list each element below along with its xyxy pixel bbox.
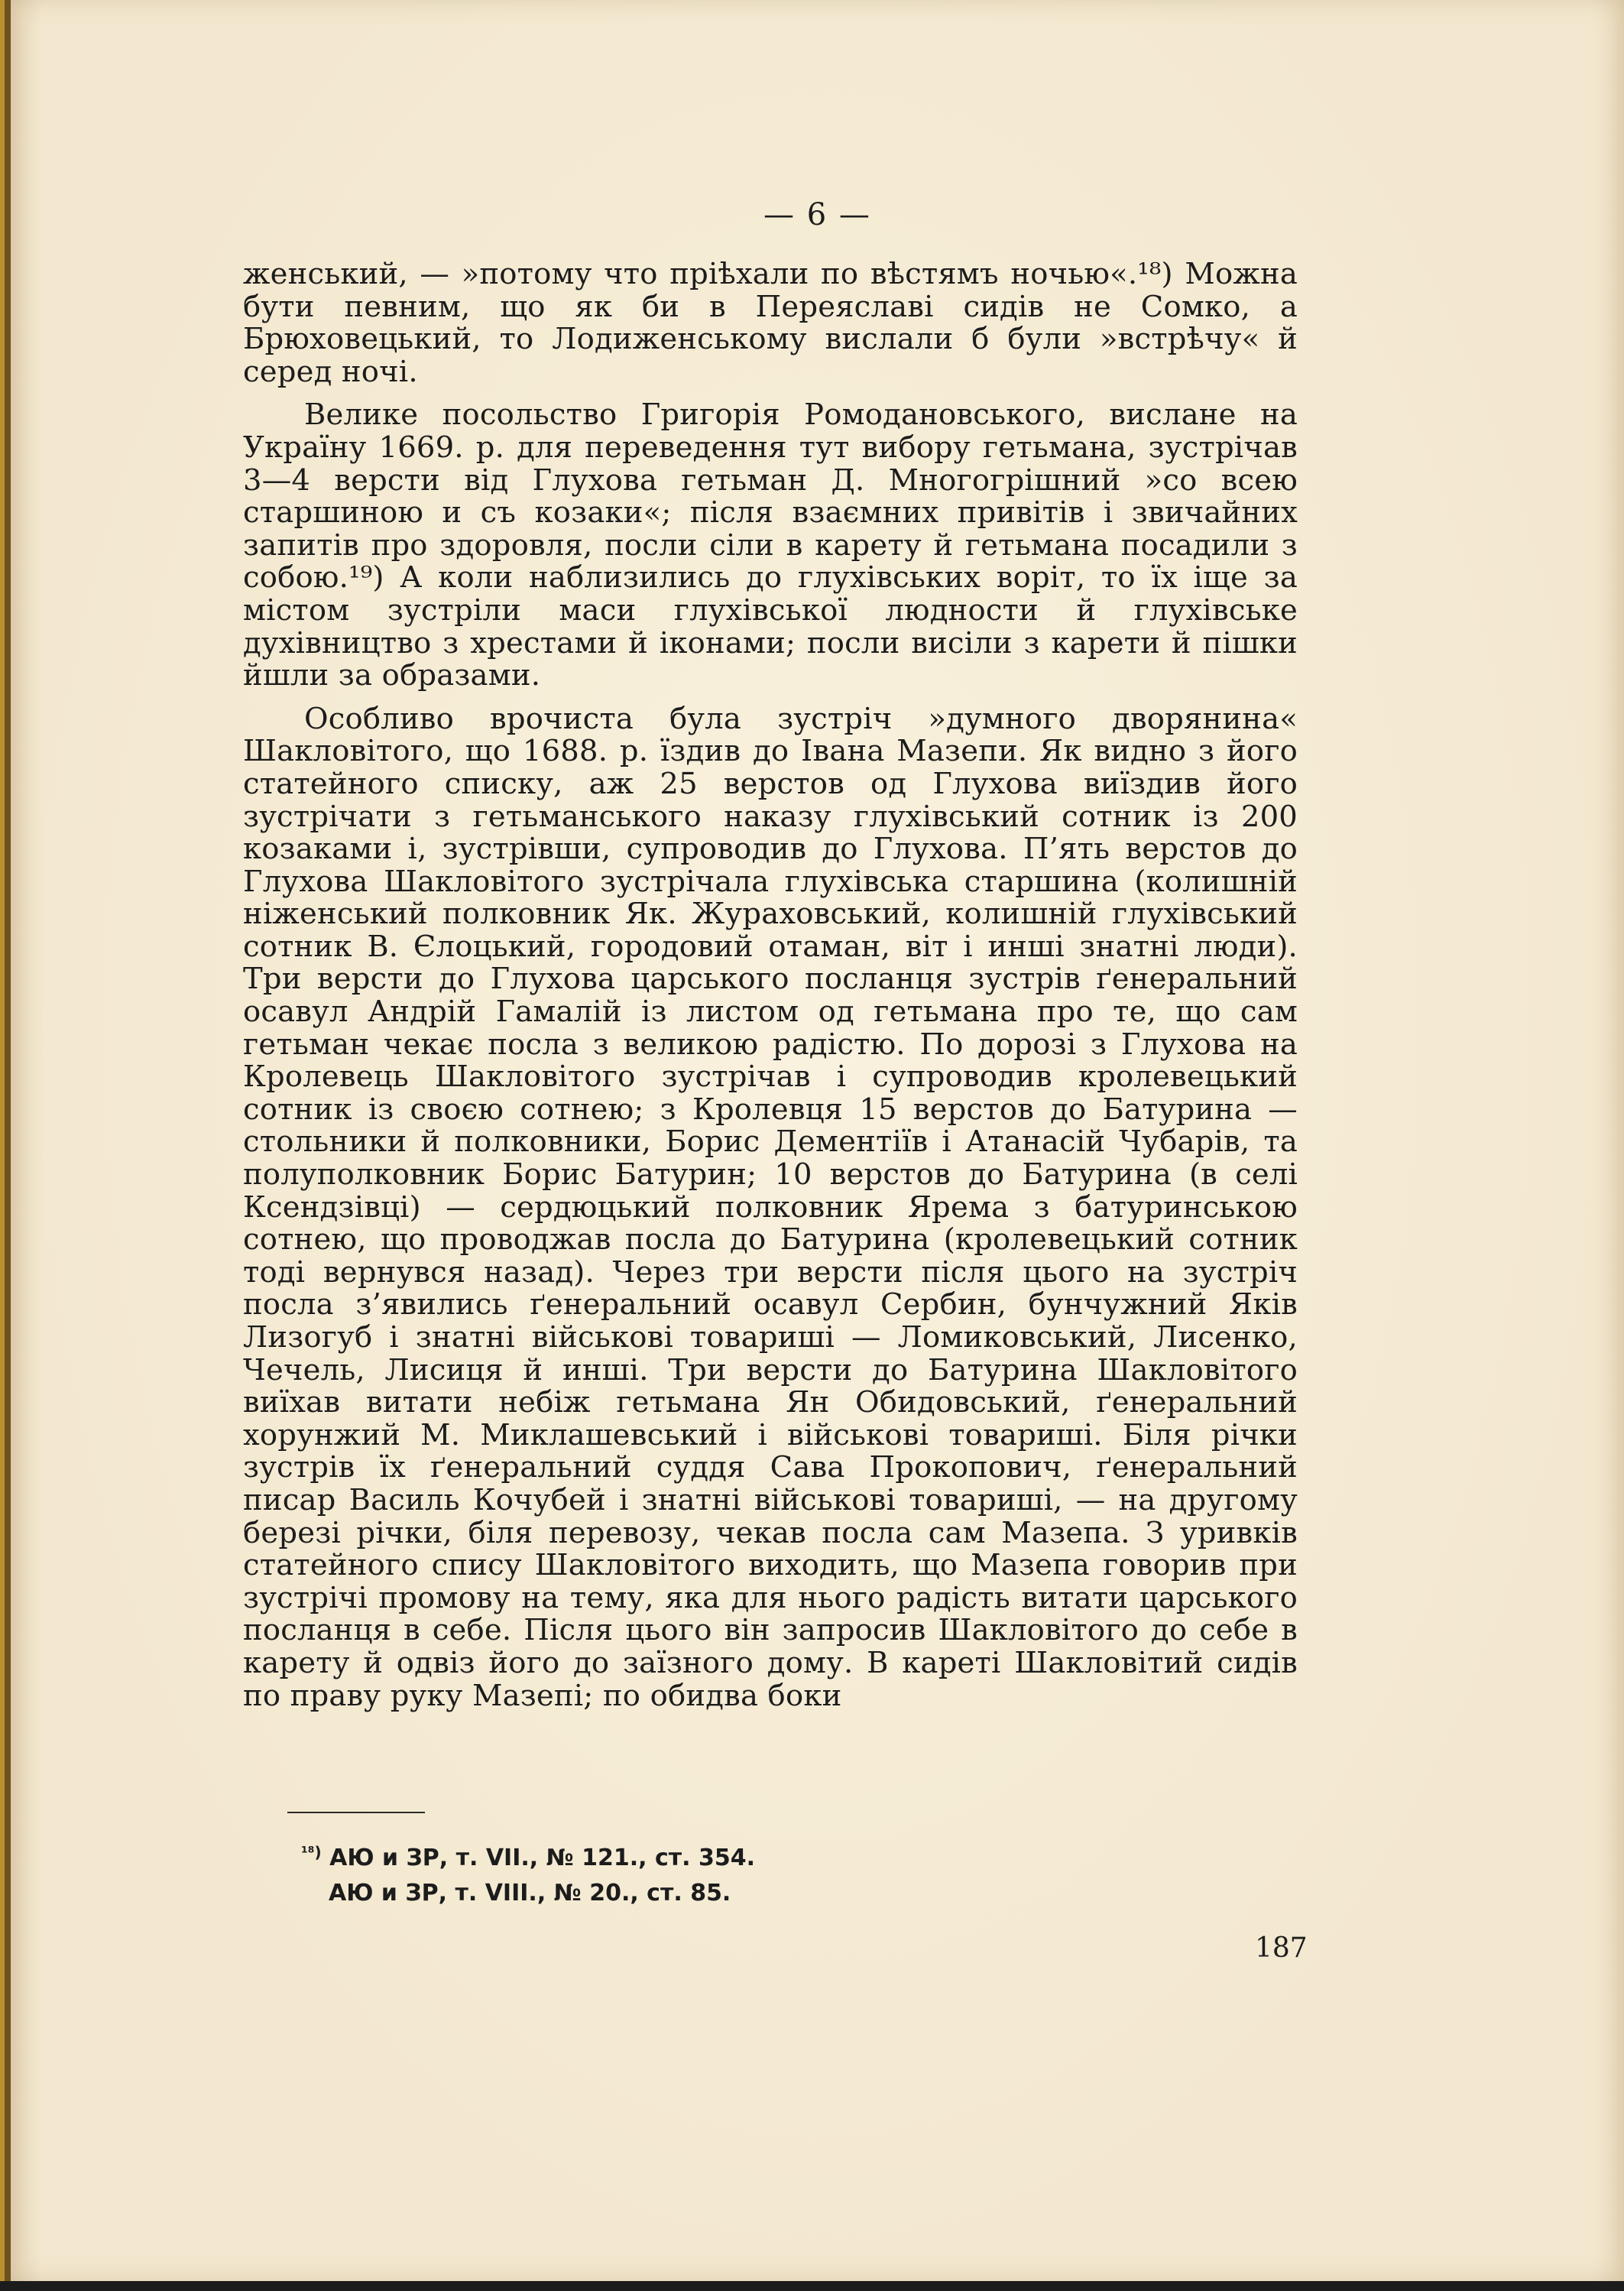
footnote-19: [301, 1876, 755, 1911]
paragraph-1: женський, — »потому что прiѣхали по вѣстямъ ночью«.¹⁸) Можна бути певним, що як би в Переяславі сидів не Сомко, а Брюховецький, то Лодиженському вислали б були »встрѣчу« й серед ночі.: [243, 257, 1298, 389]
page-header-number: — 6 —: [763, 197, 871, 232]
footnotes: [301, 1835, 755, 1911]
body-text: [243, 258, 1298, 1723]
paragraph-2: Велике посольство Григорія Ромодановського, вислане на Україну 1669. р. для переведення тут вибору гетьмана, зустрічав 3—4 версти від Глухова гетьман Д. Многогрішний »со всею старшиною и съ козаки«; після взаємних привітів і звичайних запитів про здоровля, посли сіли в карету й гетьмана посадили з собою.¹⁹) А коли наблизились до глухівських воріт, то їх іще за містом зустріли маси глухівської людности й глухівське духівництво з хрестами й іконами; посли висіли з карети й пішки йшли за образами.: [243, 398, 1298, 693]
footnote-text: АЮ и ЗР, т. VII., № 121., ст. 354.: [329, 1845, 756, 1871]
footnote-text: АЮ и ЗР, т. VIII., № 20., ст. 85.: [329, 1880, 731, 1906]
book-page: [11, 0, 1624, 2281]
page-footer-number: 187: [1255, 1932, 1308, 1964]
footnote-mark: ¹⁸): [301, 1843, 322, 1861]
footnote-separator: [287, 1812, 425, 1813]
paragraph-3: Особливо врочиста була зустріч »думного дворянина« Шакловітого, що 1688. р. їздив до Івана Мазепи. Як видно з його статейного списку, аж 25 верстов од Глухова виїздив його зустрічати з гетьманського наказу глухівський сотник із 200 козаками і, зустрівши, супроводив до Глухова. П’ять верстов до Глухова Шакловітого зустрічала глухівська старшина (колишній ніженський полковник Як. Жураховський, колишній глухівський сотник В. Єлоцький, городовий отаман, віт і инші знатні люди). Три версти до Глухова царського посланця зустрів ґенеральний осавул Андрій Гамалій із листом од гетьмана про те, що сам гетьман чекає посла з великою радістю. По дорозі з Глухова на Кролевець Шакловітого зустрічав і супроводив кролевецький сотник із своєю сотнею; з Кролевця 15 верстов до Батурина — стольники й полковники, Борис Дементіїв і Атанасій Чубарів, та полуполковник Борис Батурин; 10 верстов до Батурина (в селі Ксендзівці) — сердюцький полковник Ярема з батуринською сотнею, що проводжав посла до Батурина (кролевецький сотник тоді вернувся назад). Через три версти після цього на зустріч посла з’явились ґенеральний осавул Сербин, бунчужний Яків Лизогуб і знатні військові товариші — Ломиковський, Лисенко, Чечель, Лисиця й инші. Три версти до Батурина Шакловітого виїхав витати небіж гетьмана Ян Обидовський, ґенеральний хорунжий М. Миклашевський і військові товариші. Біля річки зустрів їх ґенеральний суддя Сава Прокопович, ґенеральний писар Василь Кочубей і знатні військові товариші, — на другому березі річки, біля перевозу, чекав посла сам Мазепа. З уривків статейного спису Шакловітого виходить, що Мазепа говорив при зустрічі промову на тему, яка для нього радість витати царського посланця в себе. Після цього він запросив Шакловітого до себе в карету й одвіз його до заїзного дому. В кареті Шакловітий сидів по праву руку Мазепі; по обидва боки: [243, 701, 1298, 1713]
scan-bottom-border: [0, 2281, 1624, 2291]
footnote-18: [301, 1835, 755, 1876]
